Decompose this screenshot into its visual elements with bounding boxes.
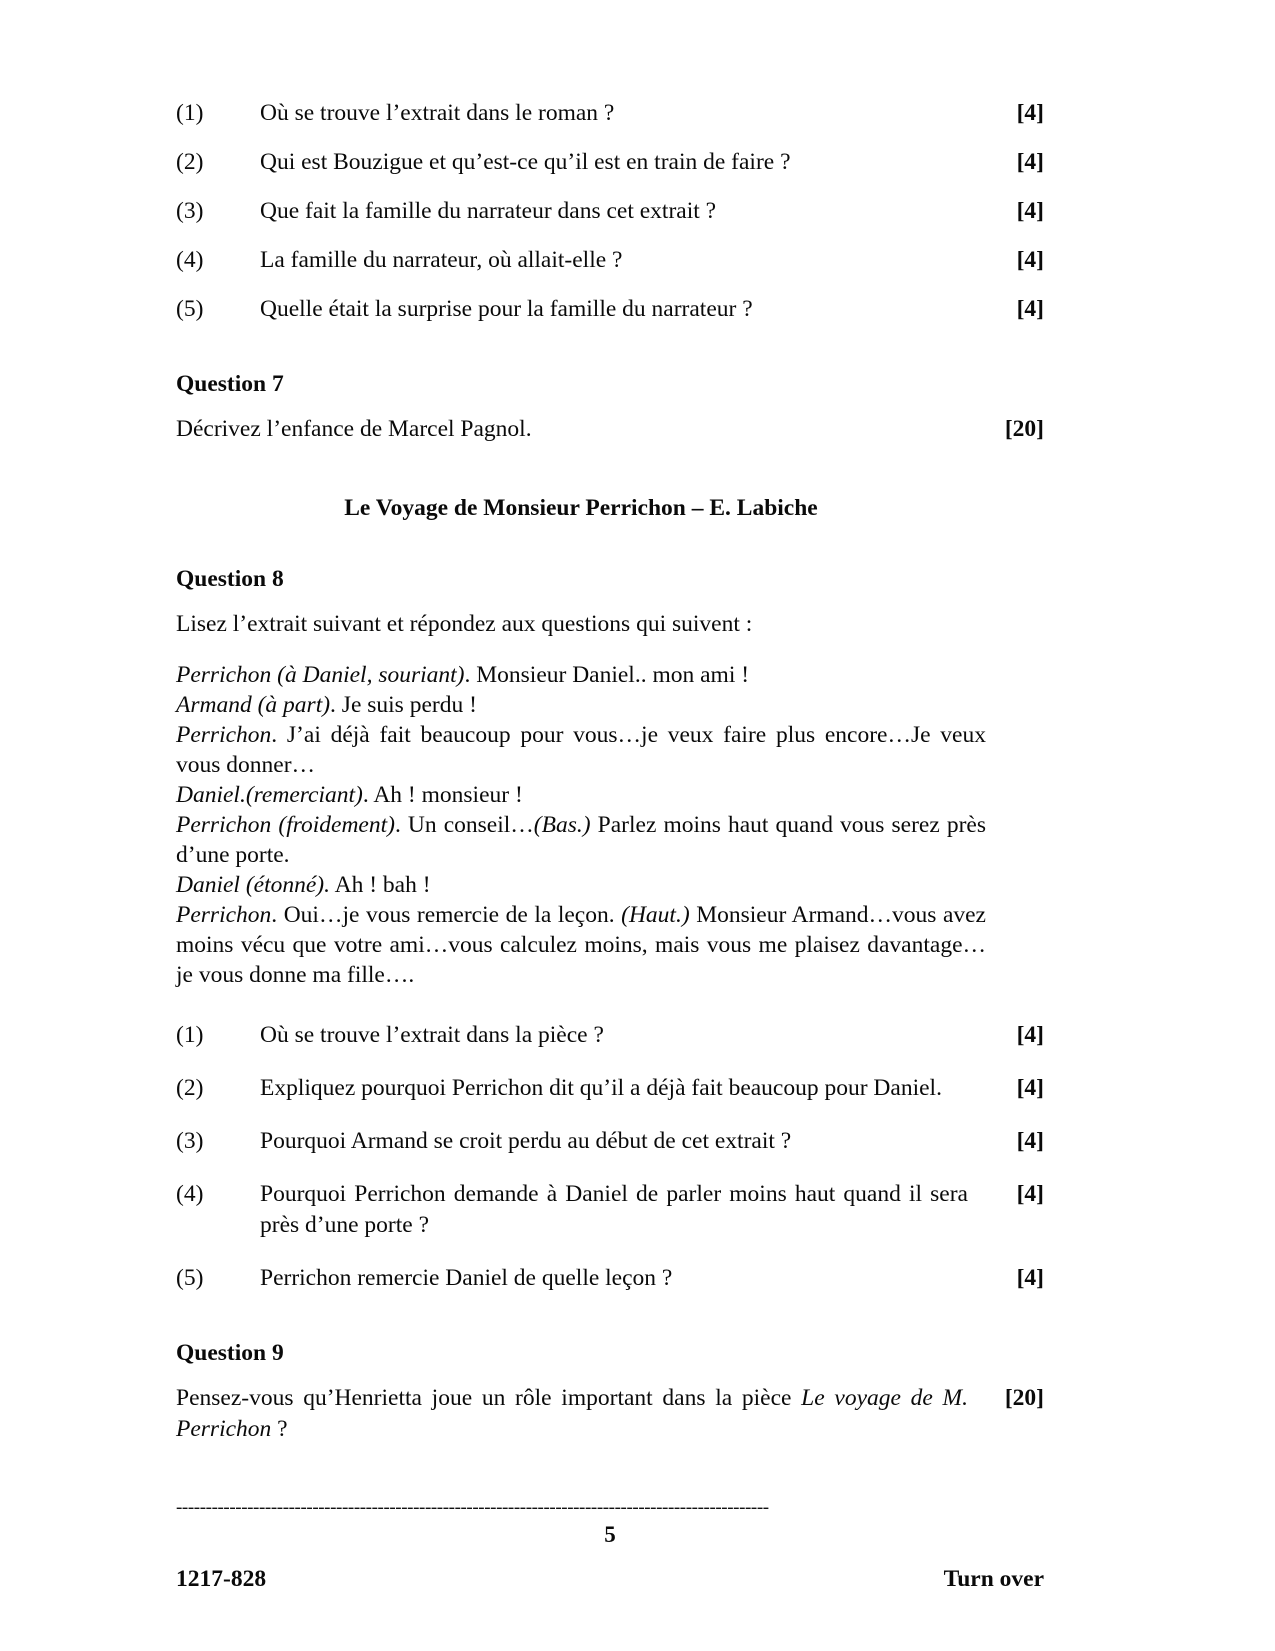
extract-speaker: Perrichon (à Daniel, souriant) [176,662,465,688]
item-text: Où se trouve l’extrait dans le roman ? [260,100,615,126]
item-text: Quelle était la surprise pour la famille du narrateur ? [260,296,753,322]
extract-speaker: Daniel.(remerciant) [176,782,363,808]
item-number: (4) [176,247,204,273]
extract-body: . Un conseil… [394,812,534,838]
question7-row [176,414,1044,445]
page-content [176,98,1044,1445]
extract-line [176,690,986,720]
question8-item-list [176,1020,1044,1294]
extract-line [176,780,986,810]
turn-over-label: Turn over [943,1566,1044,1592]
extract-body: . Monsieur Daniel.. mon ami ! [464,662,750,688]
extract-line [176,720,986,780]
question-item-row [176,245,1044,276]
item-marks: [4] [1016,100,1044,126]
question9-text-part2: ? [271,1416,288,1442]
extract-body-2: Monsieur Armand…vous avez moins vécu que votre ami…vous calculez moins, mais vous me plaisez davantage…je vous donne ma fille…. [176,902,986,988]
extract-stage-direction: (Haut.) [621,902,690,928]
item-marks: [4] [1016,247,1044,273]
item-text: Qui est Bouzigue et qu’est-ce qu’il est en train de faire ? [260,149,791,175]
item-text: La famille du narrateur, où allait-elle ? [260,247,623,273]
question-item-row [176,1263,1044,1294]
question-item-row [176,1126,1044,1157]
extract-line [176,660,986,690]
question9-play-title-line2: Perrichon [176,1416,272,1442]
extract-speaker: Perrichon [176,722,272,748]
item-text: Perrichon remercie Daniel de quelle leçon ? [260,1265,673,1291]
question-item-row [176,1020,1044,1051]
item-number: (4) [176,1181,204,1207]
item-marks: [4] [1016,1265,1044,1291]
item-marks: [4] [1016,1075,1044,1101]
item-text: Pourquoi Perrichon demande à Daniel de parler moins haut quand il sera près d’une porte ? [260,1181,968,1238]
question8-instruction: Lisez l’extrait suivant et répondez aux questions qui suivent : [176,611,753,637]
extract-body: . Je suis perdu ! [330,692,477,718]
extract-line [176,810,986,870]
extract-speaker: Armand (à part) [176,692,331,718]
extract-stage-direction: (Bas.) [533,812,591,838]
item-marks: [4] [1016,1128,1044,1154]
paper-code: 1217-828 [176,1566,267,1592]
question8-heading: Question 8 [176,566,284,592]
extract-body: . J’ai déjà fait beaucoup pour vous…je veux faire plus encore…Je veux vous donner… [176,722,986,778]
extract-body: . Ah ! monsieur ! [362,782,523,808]
item-number: (3) [176,1128,204,1154]
section-title: Le Voyage de Monsieur Perrichon – E. Labiche [344,495,818,521]
question-item-row [176,147,1044,178]
question8-extract [176,660,986,990]
question9-row [176,1383,1044,1445]
item-text: Pourquoi Armand se croit perdu au début de cet extrait ? [260,1128,792,1154]
item-text: Expliquez pourquoi Perrichon dit qu’il a déjà fait beaucoup pour Daniel. [260,1075,942,1101]
item-marks: [4] [1016,296,1044,322]
question-item-row [176,196,1044,227]
item-text: Où se trouve l’extrait dans la pièce ? [260,1022,604,1048]
question9-text [176,1383,986,1445]
extract-speaker: Perrichon [176,902,272,928]
question6-item-list [176,98,1044,325]
question9-marks: [20] [1004,1385,1044,1411]
item-marks: [4] [1016,1181,1044,1207]
question7-heading: Question 7 [176,371,284,397]
question-item-row [176,294,1044,325]
question9-heading: Question 9 [176,1340,284,1366]
item-marks: [4] [1016,1022,1044,1048]
extract-body: Ah ! bah ! [330,872,431,898]
extract-speaker: Perrichon (froidement) [176,812,395,838]
extract-body: . Oui…je vous remercie de la leçon. [271,902,622,928]
item-number: (1) [176,1022,204,1048]
footer-row [176,1564,1044,1594]
page-footer [176,1498,1044,1594]
question7-text: Décrivez l’enfance de Marcel Pagnol. [176,416,532,442]
extract-line [176,870,986,900]
question9-play-title-line1: Le voyage de M. [801,1385,968,1411]
extract-body-2: Parlez moins haut quand vous serez près d’une porte. [176,812,986,868]
item-number: (1) [176,100,204,126]
extract-speaker: Daniel (étonné). [176,872,331,898]
question-item-row [176,1179,1044,1241]
item-marks: [4] [1016,149,1044,175]
question9-text-part1: Pensez-vous qu’Henrietta joue un rôle important dans la pièce [176,1385,802,1411]
extract-line [176,900,986,990]
item-number: (3) [176,198,204,224]
question-item-row [176,98,1044,129]
spacer [176,990,1044,1020]
page-number: 5 [604,1522,616,1547]
item-marks: [4] [1016,198,1044,224]
question-item-row [176,1073,1044,1104]
item-number: (5) [176,1265,204,1291]
item-number: (2) [176,149,204,175]
item-number: (5) [176,296,204,322]
footer-dashed-rule: ---------------------------------------------------------------------------------------------------- [176,1498,769,1518]
question7-marks: [20] [1004,416,1044,442]
item-text: Que fait la famille du narrateur dans cet extrait ? [260,198,717,224]
item-number: (2) [176,1075,204,1101]
